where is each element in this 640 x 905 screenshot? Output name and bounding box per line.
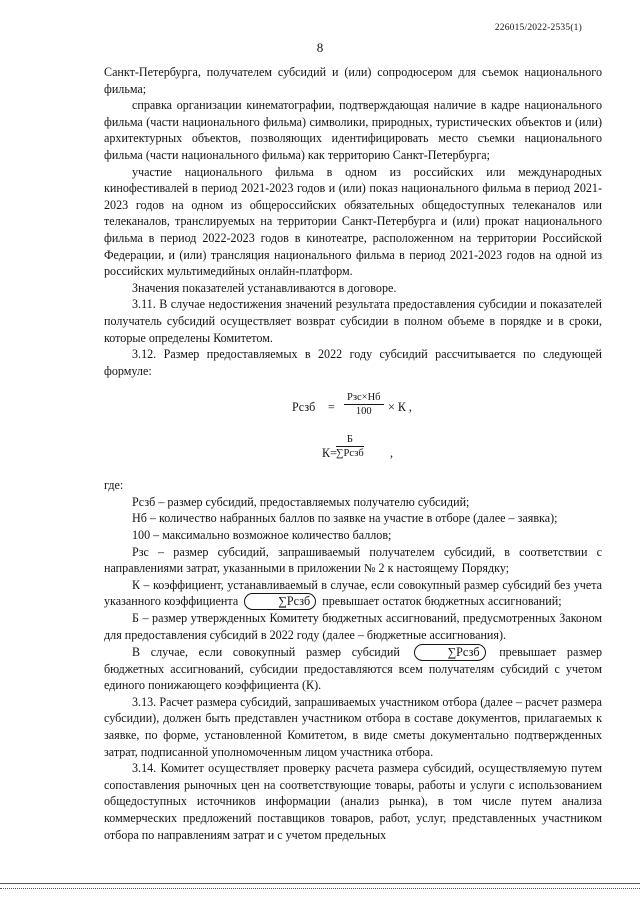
definition: Б – размер утвержденных Комитету бюджетных ассигнований, предусмотренных Законом для предоставления субсидий в 2022 году (далее – бюджетные ассигнования). xyxy=(104,611,602,643)
paragraph: справка организации кинематографии, подтверждающая наличие в кадре национального фильма (части национального фильма) символики, природных, туристических объектов и (или) архитектурных объектов, позволяющих идентифицировать место съемки национального фильма (части национального фильма) как территорию Санкт-Петербурга; xyxy=(104,98,602,162)
scan-edge-line xyxy=(0,883,640,884)
paragraph-text: В случае, если совокупный размер субсидий xyxy=(132,644,400,659)
fraction-numerator: Рзс×Нб xyxy=(344,391,384,405)
formula-tail: , xyxy=(390,446,394,461)
formula-fraction xyxy=(336,433,364,460)
paragraph: Значения показателей устанавливаются в договоре. xyxy=(132,280,397,295)
definition-text: К – коэффициент, устанавливаемый в случае, если совокупный размер субсидий без учета указанного коэффициента xyxy=(104,577,602,609)
formula-lhs: Рсзб xyxy=(292,400,316,415)
paragraph xyxy=(104,644,602,694)
definition: Рзс – размер субсидий, запрашиваемый получателем субсидий, в соответствии с направлениями затрат, указанными в приложении № 2 к настоящему Порядку; xyxy=(104,544,602,576)
definition: Нб – количество набранных баллов по заявке на участие в отборе (далее – заявка); xyxy=(132,511,558,526)
sum-expression: ∑Рсзб xyxy=(414,644,486,661)
paragraph: где: xyxy=(104,478,124,493)
fraction-numerator: Б xyxy=(336,433,364,447)
document-body xyxy=(104,64,602,843)
paragraph: 3.13. Расчет размера субсидий, запрашиваемых участником отбора (далее – расчет размера субсидии), должен быть представлен участником отбора в составе документов, прилагаемых к заявке, по форме, установленной Комитетом, в виде сметы документально подтвержденных затрат, подписанной уполномоченным лицом участника отбора. xyxy=(104,694,602,759)
document-id: 226015/2022-2535(1) xyxy=(494,23,582,33)
page-number: 8 xyxy=(316,40,324,55)
sum-expression: ∑Рсзб xyxy=(244,593,316,610)
paragraph: Санкт-Петербурга, получателем субсидий и (или) сопродюсером для съемок национального фильма; xyxy=(104,65,602,96)
fraction-denominator: ∑Рсзб xyxy=(336,448,364,460)
formula-tail: × К , xyxy=(388,400,412,415)
paragraph: участие национального фильма в одном из российских или международных кинофестивалей в период 2021-2023 годов и (или) показ национального фильма в период 2021-2023 годов на одном из общероссийских обязательных общедоступных телеканалов или телеканалов, транслируемых на территории Санкт-Петербурга и (или) прокат национального фильма в период 2022-2023 годов в кинотеатре, расположенном на территории Российской Федерации, и (или) трансляция национального фильма в период 2021-2023 годов на одной из российских мультимедийных онлайн-платформ. xyxy=(104,164,602,279)
paragraph-text: превышает размер бюджетных ассигнований, субсидии предоставляются всем получателям субсидий с учетом единого понижающего коэффициента (К). xyxy=(104,644,602,693)
paragraph: 3.12. Размер предоставляемых в 2022 году субсидий рассчитывается по следующей формуле: xyxy=(104,347,602,378)
formula-subsidy xyxy=(104,385,602,431)
definition xyxy=(104,577,602,611)
definition-text: превышает остаток бюджетных ассигнований; xyxy=(322,594,562,609)
paragraph: 3.14. Комитет осуществляет проверку расчета размера субсидий, осуществляемую путем сопоставления рыночных цен на соответствующие товары, работы и услуги с использованием общедоступных источников информации (анализ рынка), в том числе путем анализа коммерческих предложений поставщиков товаров, работ, услуг, представленных участником отбора по направлениям затрат и с учетом предельных xyxy=(104,761,602,842)
definition: Рсзб – размер субсидий, предоставляемых получателю субсидий; xyxy=(132,494,470,509)
formula-lhs: К= xyxy=(322,446,337,461)
formula-fraction xyxy=(344,391,384,418)
paragraph: 3.11. В случае недостижения значений результата предоставления субсидии и показателей получатель субсидий осуществляет возврат субсидии в полном объеме в порядке и в сроки, которые определены Комитетом. xyxy=(104,297,602,345)
formula-equals: = xyxy=(328,400,335,415)
definition: 100 – максимально возможное количество баллов; xyxy=(132,528,392,543)
scan-edge-line xyxy=(0,888,640,889)
fraction-denominator: 100 xyxy=(355,406,372,418)
formula-coefficient xyxy=(104,433,602,471)
